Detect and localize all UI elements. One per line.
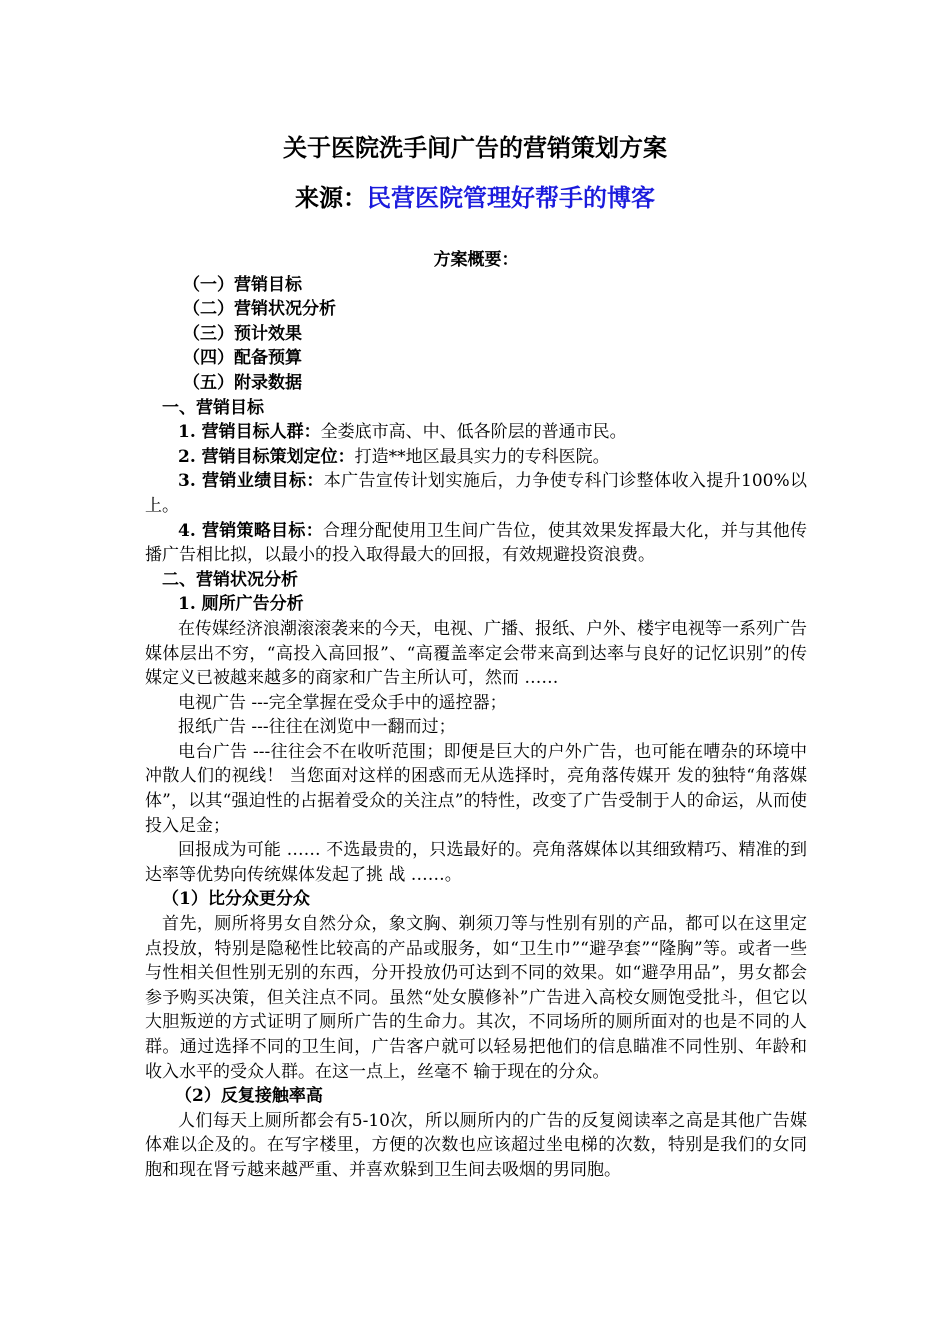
source-label: 来源： [295, 183, 367, 212]
overview-item: （二）营销状况分析 [183, 299, 336, 320]
paragraph: 电台广告 ---往往会不在收听范围；即便是巨大的户外广告，也可能在嘈杂的环境中冲散人们的视线！ 当您面对这样的困惑而无从选择时，亮角落传媒开 发的独特“角落媒体”，以其“强迫性的占据着受众的关注点”的特性，改变了广告受制于人的命运，从而使投入足金； [145, 741, 807, 836]
section-heading: 一、营销目标 [162, 397, 264, 418]
paragraph: 在传媒经济浪潮滚滚袭来的今天，电视、广播、报纸、户外、楼宇电视等一系列广告媒体层出不穷，“高投入高回报”、“高覆盖率定会带来高到达率与良好的记忆识别”的传媒定义已被越来越多的商家和广告主所认可，然而 …… [145, 618, 807, 689]
paragraph-label: 3. 营销业绩目标： [178, 471, 324, 492]
source-line [0, 180, 950, 216]
paragraph-text: 打造**地区最具实力的专科医院。 [354, 446, 610, 467]
paragraph-label: 1. 营销目标人群： [178, 422, 321, 443]
paragraph: 首先，厕所将男女自然分众，象文胸、剃须刀等与性别有别的产品，都可以在这里定点投放，特别是隐秘性比较高的产品或服务，如“卫生巾”“避孕套”“隆胸”等。或者一些与性相关但性别无别的东西，分开投放仍可达到不同的效果。如“避孕用品”，男女都会参予购买决策，但关注点不同。虽然“处女膜修补”广告进入高校女厕饱受批斗，但它以大胆叛逆的方式证明了厕所广告的生命力。其次，不同场所的厕所面对的也是不同的人群。通过选择不同的卫生间，广告客户就可以轻易把他们的信息瞄准不同性别、年龄和收入水平的受众人群。在这一点上，丝毫不 输于现在的分众。 [145, 914, 807, 1082]
overview-item: （一）营销目标 [183, 274, 302, 295]
paragraph: 人们每天上厕所都会有5-10次，所以厕所内的广告的反复阅读率之高是其他广告媒体难以企及的。在写字楼里，方便的次数也应该超过坐电梯的次数，特别是我们的女同胞和现在肾亏越来越严重、并喜欢躲到卫生间去吸烟的男同胞。 [145, 1110, 807, 1180]
paragraph [145, 420, 807, 445]
overview-heading: 方案概要： [433, 250, 519, 270]
subsection-heading: （1）比分众更分众 [162, 889, 310, 910]
paragraph [145, 519, 807, 568]
paragraph-label: 2. 营销目标策划定位： [178, 446, 355, 467]
subsection-heading: （2）反复接触率高 [175, 1086, 323, 1107]
paragraph-label: 4. 营销策略目标： [178, 520, 324, 541]
paragraph: 回报成为可能 …… 不选最贵的，只选最好的。亮角落媒体以其细致精巧、精准的到达率等优势向传统媒体发起了挑 战 ……。 [145, 840, 807, 885]
paragraph-text: 全娄底市高、中、低各阶层的普通市民。 [320, 422, 627, 443]
overview-item: （四）配备预算 [183, 348, 302, 369]
overview-item: （五）附录数据 [183, 372, 302, 393]
subsection-heading: 1. 厕所广告分析 [178, 594, 304, 615]
paragraph: 报纸广告 ---往往在浏览中一翻而过； [178, 717, 456, 738]
paragraph [145, 469, 807, 518]
paragraph-text: 合理分配使用卫生间广告位，使其效果发挥最大化，并与其他传播广告相比拟，以最小的投入取得最大的回报，有效规避投资浪费。 [145, 520, 807, 566]
paragraph [145, 445, 807, 470]
paragraph: 电视广告 ---完全掌握在受众手中的遥控器； [178, 692, 507, 713]
source-link[interactable]: 民营医院管理好帮手的博客 [367, 183, 655, 212]
overview-item: （三）预计效果 [183, 323, 302, 344]
page-title: 关于医院洗手间广告的营销策划方案 [283, 133, 667, 162]
paragraph-text: 本广告宣传计划实施后，力争使专科门诊整体收入提升100%以上。 [145, 471, 807, 516]
document-body [145, 248, 807, 1183]
section-heading: 二、营销状况分析 [162, 569, 298, 590]
